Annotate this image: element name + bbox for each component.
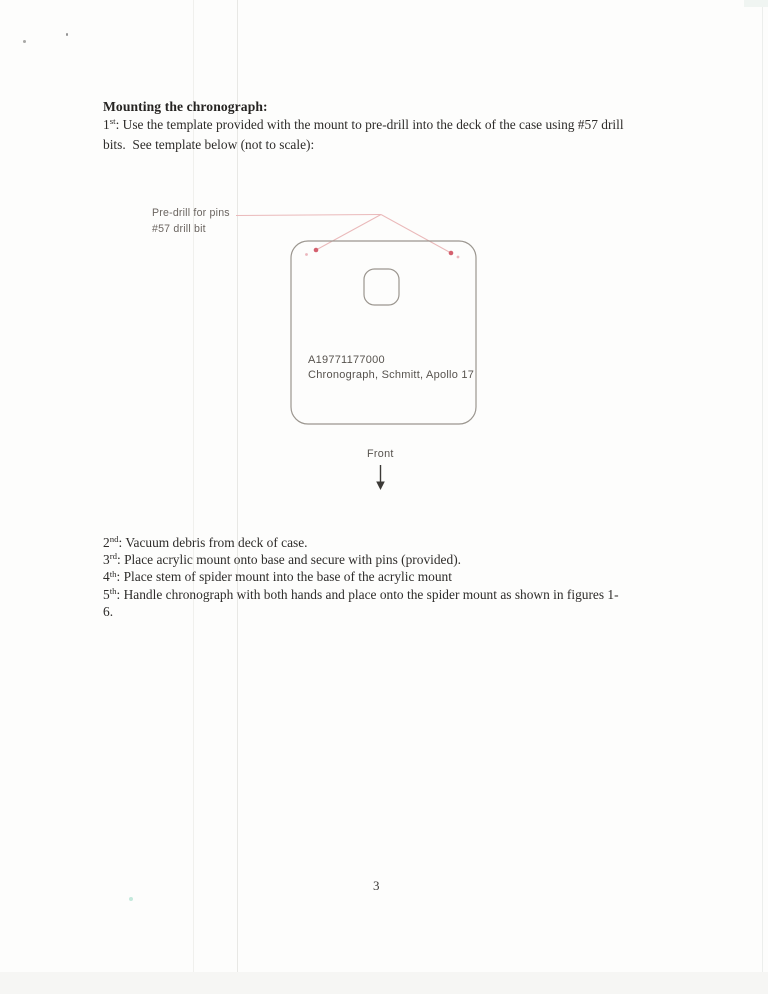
instruction-step-2 xyxy=(103,535,619,552)
step-marker: 2 xyxy=(103,535,110,550)
step-marker: 4 xyxy=(103,569,110,585)
pin-hole-dot-right xyxy=(449,251,454,256)
part-name: Chronograph, Schmitt, Apollo 17 xyxy=(308,369,475,382)
page-number: 3 xyxy=(373,878,380,893)
callout-leader-line xyxy=(236,215,381,216)
instruction-step-4 xyxy=(103,569,619,586)
instruction-step-5-continuation: 6. xyxy=(103,603,114,619)
step-marker: 1 xyxy=(103,117,110,132)
step-ordinal-suffix: rd xyxy=(109,551,118,562)
callout-line: #57 drill bit xyxy=(152,222,206,235)
step-text: : Place stem of spider mount into the base of the acrylic mount xyxy=(116,569,452,585)
step-1-line-2: bits. See template below (not to scale): xyxy=(103,136,315,152)
step-ordinal-suffix: nd xyxy=(109,534,119,545)
template-cutout-square xyxy=(364,269,399,305)
step-text: : Vacuum debris from deck of case. xyxy=(118,535,308,550)
step-ordinal-suffix: th xyxy=(109,585,117,596)
leader-line-left-pin xyxy=(316,215,381,251)
leader-line-right-pin xyxy=(381,215,451,254)
front-label: Front xyxy=(367,448,394,460)
part-number: A19771177000 xyxy=(308,354,385,366)
step-ordinal-suffix: th xyxy=(109,568,117,579)
step-marker: 3 xyxy=(103,552,110,568)
step-text: : Place acrylic mount onto base and secure with pins (provided). xyxy=(117,552,461,568)
template-part-label xyxy=(308,353,474,384)
instruction-steps xyxy=(103,535,619,620)
instruction-step-3 xyxy=(103,552,619,569)
front-arrow-head xyxy=(376,482,385,491)
step-text: : Use the template provided with the mount to pre-drill into the deck of the case using #57 drill xyxy=(115,117,624,132)
section-heading: Mounting the chronograph: xyxy=(103,99,268,114)
step-text: : Handle chronograph with both hands and place onto the spider mount as shown in figures 1- xyxy=(116,586,619,602)
pin-hole-dot-left-faint xyxy=(305,253,308,256)
instruction-step-5 xyxy=(103,587,619,604)
step-ordinal-suffix: st xyxy=(109,116,116,127)
pin-hole-dot-left xyxy=(314,248,319,253)
pin-hole-dot-right-faint xyxy=(457,256,460,259)
callout-line: Pre-drill for pins xyxy=(152,207,230,219)
step-marker: 5 xyxy=(103,586,110,602)
